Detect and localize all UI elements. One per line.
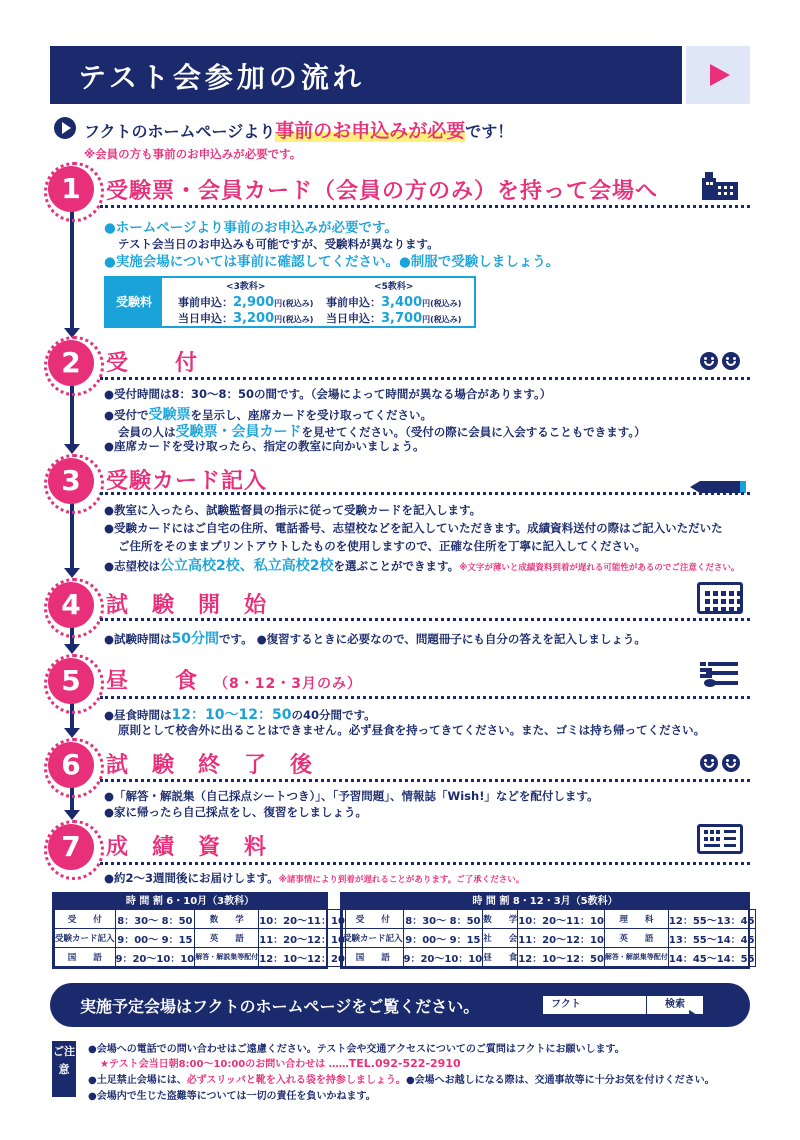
table-cell: 受 付 bbox=[55, 910, 116, 929]
step-5-line-2: 原則として校舎外に出ることはできません。必ず昼食を持ってきてください。また、ゴミは持ち帰ってください。 bbox=[118, 723, 706, 737]
divider bbox=[100, 377, 750, 380]
calendar-icon bbox=[697, 582, 743, 614]
table-cell: 12：55〜13：45 bbox=[668, 910, 755, 929]
step-3-line-4 bbox=[104, 555, 739, 575]
text: ●受付で bbox=[104, 408, 149, 422]
divider bbox=[100, 618, 750, 621]
timeline-arrow bbox=[64, 444, 80, 454]
table-cell: 8：30〜 8：50 bbox=[403, 910, 483, 929]
table-cell: 10：20〜11：10 bbox=[518, 910, 605, 929]
fee-value: 3,700 bbox=[381, 311, 423, 326]
text: を呈示し、座席カードを受け取ってください。 bbox=[190, 408, 433, 422]
timetable-3-subjects bbox=[52, 892, 345, 969]
timeline-arrow bbox=[64, 810, 80, 820]
note-line-2 bbox=[100, 1055, 461, 1070]
step-6-title: 試 験 終 了 後 bbox=[106, 753, 314, 778]
step-7-line-1 bbox=[104, 870, 524, 886]
faces-icon bbox=[700, 352, 742, 372]
timetable-title: 時 間 割 6・10月（3教科） bbox=[54, 894, 326, 909]
text: です。 ●復習するときに必要なので、問題冊子にも自分の答えを記入しましょう。 bbox=[219, 632, 646, 646]
table-cell: 国 語 bbox=[55, 948, 116, 967]
divider bbox=[100, 205, 750, 208]
emphasis: 公立高校2校、私立高校2校 bbox=[160, 558, 334, 574]
table-cell: 9：20〜10：10 bbox=[115, 948, 195, 967]
emphasis: 受験票 bbox=[148, 407, 191, 423]
building-icon bbox=[700, 170, 740, 200]
timetable-title: 時 間 割 8・12・3月（5教科） bbox=[342, 894, 748, 909]
pencil-icon bbox=[690, 479, 746, 493]
text: ●約2〜3週間後にお届けします。 bbox=[104, 871, 279, 885]
fee-value: 3,400 bbox=[381, 295, 423, 310]
table-cell: 10：20〜11：10 bbox=[259, 910, 346, 929]
table-cell: 昼 食 bbox=[483, 948, 518, 967]
table-cell: 9：20〜10：10 bbox=[403, 948, 483, 967]
table-cell: 9：00〜 9：15 bbox=[403, 929, 483, 948]
table-cell: 理 科 bbox=[604, 910, 668, 929]
fee-label-pre: 事前申込： bbox=[178, 296, 233, 309]
table-row bbox=[343, 948, 756, 967]
timeline-arrow bbox=[64, 728, 80, 738]
timeline-arrow bbox=[64, 568, 80, 578]
fee-label-day: 当日申込： bbox=[178, 312, 233, 325]
fee-5-head: <5教科> bbox=[374, 282, 414, 292]
table-cell: 受験カード記入 bbox=[55, 929, 116, 948]
table-cell: 11：20〜12：10 bbox=[518, 929, 605, 948]
divider bbox=[100, 696, 750, 699]
step-5-title-main: 昼 食 bbox=[106, 669, 199, 694]
divider bbox=[100, 492, 750, 495]
fee-label-pre: 事前申込： bbox=[326, 296, 381, 309]
note-text: ★テスト会当日朝8:00〜10:00のお問い合わせは …… bbox=[100, 1059, 349, 1070]
text: ●志望校は bbox=[104, 559, 161, 573]
step-4-title: 試 験 開 始 bbox=[106, 593, 268, 618]
search-input[interactable]: フクト bbox=[542, 995, 692, 1015]
text: を見せてください。（受付の際に会員に入会することもできます。） bbox=[301, 425, 646, 439]
fee-3-head: <3教科> bbox=[226, 282, 266, 292]
intro-post: です！ bbox=[465, 122, 514, 141]
fee-box bbox=[104, 276, 476, 328]
table-cell: 12：10〜12：50 bbox=[518, 948, 605, 967]
step-5-subtitle: （8・12・3月のみ） bbox=[214, 676, 362, 692]
step-2-badge: 2 bbox=[48, 340, 94, 386]
table-cell: 9：00〜 9：15 bbox=[115, 929, 195, 948]
divider bbox=[100, 862, 750, 865]
step-4-line-1 bbox=[104, 628, 646, 648]
table-cell: 12：10〜12：20 bbox=[259, 948, 346, 967]
table-cell: 解答・解説集等配付 bbox=[604, 948, 668, 967]
fee-suffix: 円(税込み) bbox=[422, 315, 462, 324]
step-6-badge: 6 bbox=[48, 742, 94, 788]
caution-note: ※諸事情により到着が遅れることがあります。ご了承ください。 bbox=[278, 875, 525, 885]
intro-note: ※会員の方も事前のお申込みが必要です。 bbox=[84, 147, 302, 161]
step-3-line-2: ●受験カードにはご自宅の住所、電話番号、志望校などを記入していただきます。成績資料送付の際はご記入いただいた bbox=[104, 521, 723, 535]
table-cell: 国 語 bbox=[343, 948, 404, 967]
step-2-line-4: ●座席カードを受け取ったら、指定の教室に向かいましょう。 bbox=[104, 439, 425, 453]
search-button[interactable]: 検索 bbox=[646, 995, 704, 1015]
table-cell: 社 会 bbox=[483, 929, 518, 948]
timeline-arrow bbox=[64, 644, 80, 654]
table-cell: 受験カード記入 bbox=[343, 929, 404, 948]
fee-label-day: 当日申込： bbox=[326, 312, 381, 325]
text: ●試験時間は bbox=[104, 632, 172, 646]
banner-text: 実施予定会場はフクトのホームページをご覧ください。 bbox=[80, 997, 480, 1016]
step-2-line-1: ●受付時間は8：30〜8：50の間です。（会場によって時間が異なる場合があります。） bbox=[104, 387, 552, 401]
table-cell: 解答・解説集等配付 bbox=[195, 948, 259, 967]
document-icon bbox=[697, 824, 743, 854]
table-cell: 英 語 bbox=[604, 929, 668, 948]
fee-suffix: 円(税込み) bbox=[274, 299, 314, 308]
timetable-5-subjects bbox=[340, 892, 755, 969]
table-cell: 数 学 bbox=[483, 910, 518, 929]
table-row bbox=[55, 910, 346, 929]
step-5-line-1 bbox=[104, 704, 376, 724]
website-banner bbox=[50, 983, 750, 1027]
table-cell: 英 語 bbox=[195, 929, 259, 948]
emphasis: 50分間 bbox=[171, 631, 220, 647]
text: を選ぶことができます。 bbox=[333, 559, 460, 573]
fee-value: 2,900 bbox=[233, 295, 275, 310]
fee-value: 3,200 bbox=[233, 311, 275, 326]
timetable-grid bbox=[54, 909, 346, 967]
header-bar bbox=[50, 46, 682, 104]
text: の40分間です。 bbox=[291, 708, 376, 722]
fork-knife-icon bbox=[700, 658, 740, 688]
fee-suffix: 円(税込み) bbox=[274, 315, 314, 324]
step-4-badge: 4 bbox=[48, 582, 94, 628]
step-7-badge: 7 bbox=[48, 824, 94, 870]
step-7-title: 成 績 資 料 bbox=[106, 835, 268, 860]
fee-3-subjects bbox=[178, 280, 313, 327]
notes-tag: ご注意 bbox=[52, 1041, 76, 1097]
step-1-line-1: ●ホームページより事前のお申込みが必要です。 bbox=[104, 220, 398, 236]
table-row bbox=[343, 910, 756, 929]
step-5-badge: 5 bbox=[48, 658, 94, 704]
note-emphasis: 必ずスリッパと靴を入れる袋を持参しましょう。 bbox=[186, 1075, 406, 1086]
step-1-badge: 1 bbox=[48, 166, 94, 212]
divider bbox=[100, 779, 750, 782]
caution-note: ※文字が薄いと成績資料到着が遅れる可能性があるのでご注意ください。 bbox=[459, 563, 740, 573]
table-cell: 数 学 bbox=[195, 910, 259, 929]
emphasis: 12：10〜12：50 bbox=[171, 707, 292, 723]
faces-icon bbox=[700, 754, 742, 774]
text: ●昼食時間は bbox=[104, 708, 172, 722]
note-line-3 bbox=[88, 1071, 715, 1086]
header-banner bbox=[50, 46, 750, 104]
step-3-line-3: ご住所をそのままプリントアウトしたものを使用しますので、正確な住所を丁寧に記入してください。 bbox=[118, 539, 646, 553]
header-side-panel bbox=[686, 46, 750, 104]
phone-number: TEL.092-522-2910 bbox=[348, 1057, 461, 1070]
intro-highlight: 事前のお申込みが必要 bbox=[275, 120, 466, 142]
step-1-title: 受験票・会員カード（会員の方のみ）を持って会場へ bbox=[106, 179, 659, 204]
intro-pre: フクトのホームページより bbox=[84, 122, 276, 141]
table-row bbox=[55, 948, 346, 967]
fee-suffix: 円(税込み) bbox=[422, 299, 462, 308]
play-circle-icon bbox=[54, 117, 76, 139]
step-1-line-3: ●実施会場については事前に確認してください。●制服で受験しましょう。 bbox=[104, 254, 560, 270]
emphasis: 受験票・会員カード bbox=[175, 424, 302, 440]
step-3-badge: 3 bbox=[48, 458, 94, 504]
step-3-title: 受験カード記入 bbox=[106, 469, 268, 494]
table-cell: 13：55〜14：45 bbox=[668, 929, 755, 948]
step-2-title: 受 付 bbox=[106, 351, 199, 376]
fee-5-subjects bbox=[326, 280, 461, 327]
table-cell: 14：45〜14：55 bbox=[668, 948, 755, 967]
table-row bbox=[343, 929, 756, 948]
step-1-line-2: テスト会当日のお申込みも可能ですが、受験料が異なります。 bbox=[118, 237, 439, 251]
text: 会員の人は bbox=[118, 425, 176, 439]
step-6-line-1: ●「解答・解説集（自己採点シートつき）」、「予習問題」、情報誌「Wish!」などを配付します。 bbox=[104, 789, 599, 803]
play-icon bbox=[710, 64, 730, 86]
step-5-title bbox=[106, 664, 362, 695]
note-line-4: ●会場内で生じた盗難等については一切の責任を負いかねます。 bbox=[88, 1091, 376, 1102]
table-row bbox=[55, 929, 346, 948]
step-3-line-1: ●教室に入ったら、試験監督員の指示に従って受験カードを記入します。 bbox=[104, 503, 482, 517]
table-cell: 8：30〜 8：50 bbox=[115, 910, 195, 929]
fee-label: 受験料 bbox=[106, 278, 162, 326]
timetable-grid bbox=[342, 909, 756, 967]
note-text: ●土足禁止会場には、 bbox=[88, 1075, 187, 1086]
note-line-1: ●会場への電話での問い合わせはご遠慮ください。テスト会や交通アクセスについてのご質問はフクトにお願いします。 bbox=[88, 1044, 625, 1055]
table-cell: 受 付 bbox=[343, 910, 404, 929]
note-text: ●会場へお越しになる際は、交通事故等に十分お気を付けください。 bbox=[405, 1075, 715, 1086]
page-title: テスト会参加の流れ bbox=[78, 61, 365, 94]
table-cell: 11：20〜12：10 bbox=[259, 929, 346, 948]
step-6-line-2: ●家に帰ったら自己採点をし、復習をしましょう。 bbox=[104, 805, 368, 819]
intro-text bbox=[84, 116, 513, 143]
